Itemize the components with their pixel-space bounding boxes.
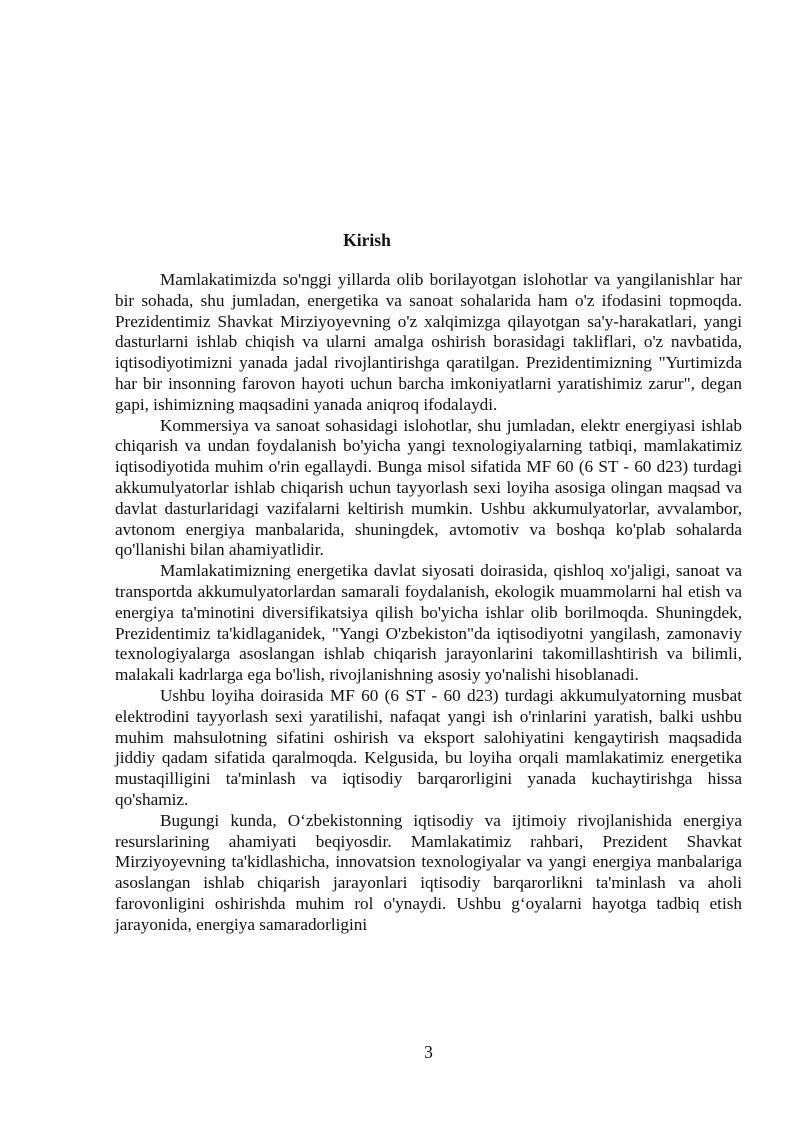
paragraph-3: Mamlakatimizning energetika davlat siyosati doirasida, qishloq xo'jaligi, sanoat va transportda akkumulyatorlardan samarali foydalanish, ekologik muammolarni hal etish va energiya ta'minotini diversifikatsiya qilish bo'yicha ishlar olib borilmoqda. Shuningdek, Prezidentimiz ta'kidlaganidek, "Yangi O'zbekiston"da iqtisodiyotni yangilash, zamonaviy texnologiyalarga asoslangan ishlab chiqarish jarayonlarini takomillashtirish va bilimli, malakali kadrlarga ega bo'lish, rivojlanishning asosiy yo'nalishi hisoblanadi. bbox=[115, 561, 742, 685]
paragraph-1: Mamlakatimizda so'nggi yillarda olib borilayotgan islohotlar va yangilanishlar har bir sohada, shu jumladan, energetika va sanoat sohalarida ham o'z ifodasini topmoqda. Prezidentimiz Shavkat Mirziyoyevning o'z xalqimizga qilayotgan sa'y-harakatlari, yangi dasturlarni ishlab chiqish va ularni amalga oshirish borasidagi takliflari, o'z navbatida, iqtisodiyotimizni yanada jadal rivojlantirishga qaratilgan. Prezidentimizning "Yurtimizda har bir insonning farovon hayoti uchun barcha imkoniyatlarni yaratishimiz zarur", degan gapi, ishimizning maqsadini yanada aniqroq ifodalaydi. bbox=[115, 270, 742, 414]
paragraph-4: Ushbu loyiha doirasida MF 60 (6 ST - 60 d23) turdagi akkumulyatorning musbat elektrodini tayyorlash sexi yaratilishi, nafaqat yangi ish o'rinlarini yaratish, balki ushbu muhim mahsulotning sifatini oshirish va eksport salohiyatini kengaytirish maqsadida jiddiy qadam sifatida qaralmoqda. Kelgusida, bu loyiha orqali mamlakatimiz energetika mustaqilligini ta'minlash va iqtisodiy barqarorligini yanada kuchaytirishga hissa qo'shamiz. bbox=[115, 685, 742, 809]
paragraph-2: Kommersiya va sanoat sohasidagi islohotlar, shu jumladan, elektr energiyasi ishlab chiqarish va undan foydalanish bo'yicha yangi texnologiyalarning tatbiqi, mamlakatimiz iqtisodiyotida muhim o'rin egallaydi. Bunga misol sifatida MF 60 (6 ST - 60 d23) turdagi akkumulyatorlar ishlab chiqarish uchun tayyorlash sexi loyiha asosiga olingan maqsad va davlat dasturlaridagi vazifalarni keltirish mumkin. Ushbu akkumulyatorlar, avvalambor, avtonom energiya manbalarida, shuningdek, avtomotiv va boshqa ko'plab sohalarda qo'llanishi bilan ahamiyatlidir. bbox=[115, 415, 742, 560]
document-body bbox=[115, 270, 742, 936]
page-number: 3 bbox=[424, 1042, 433, 1062]
paragraph-5: Bugungi kunda, O‘zbekistonning iqtisodiy va ijtimoiy rivojlanishida energiya resurslarining ahamiyati beqiyosdir. Mamlakatimiz rahbari, Prezident Shavkat Mirziyoyevning ta'kidlashicha, innovatsion texnologiyalar va yangi energiya manbalariga asoslangan ishlab chiqarish jarayonlari iqtisodiy barqarorlikni ta'minlash va aholi farovonligini oshirishda muhim rol o'ynaydi. Ushbu g‘oyalarni hayotga tadbiq etish jarayonida, energiya samaradorligini bbox=[115, 810, 742, 934]
page-title: Kirish bbox=[343, 230, 391, 250]
